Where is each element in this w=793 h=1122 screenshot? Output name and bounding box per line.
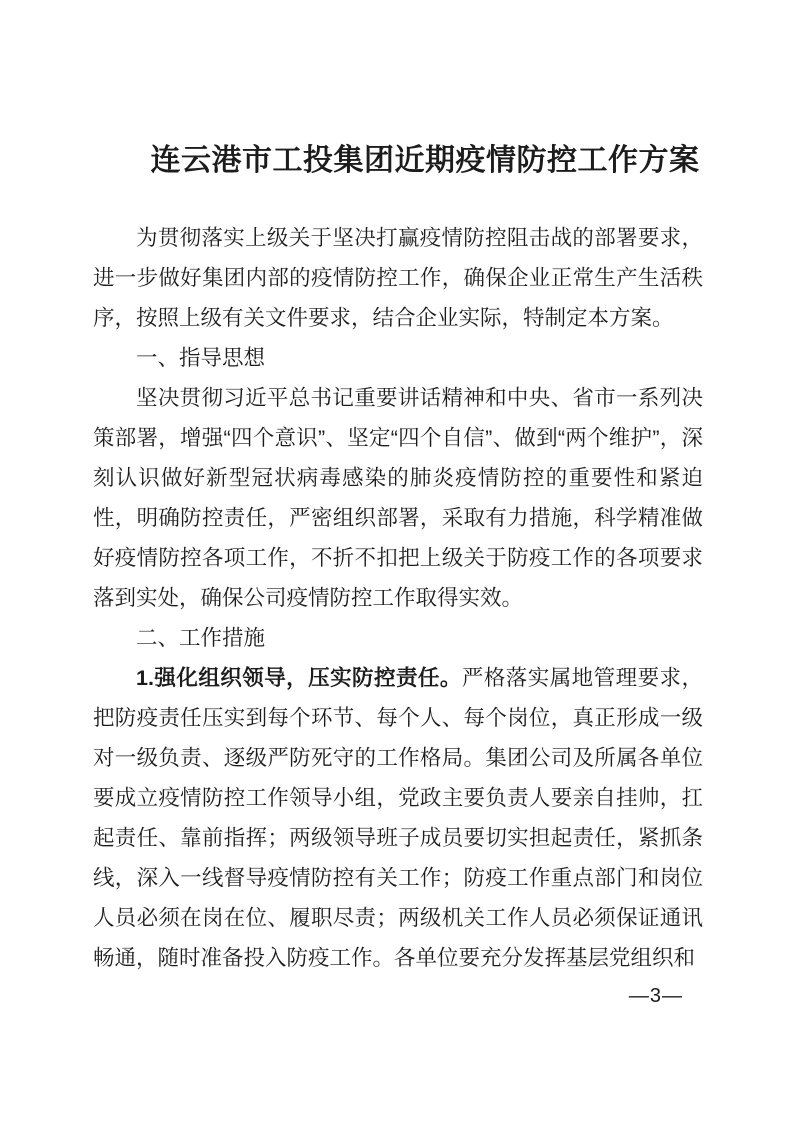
measure-1-body: 严格落实属地管理要求，把防疫责任压实到每个环节、每个人、每个岗位，真正形成一级对一级负责、逐级严防死守的工作格局。集团公司及所属各单位要成立疫情防控工作领导小组，党政主要负责人要亲自挂帅，扛起责任、靠前指挥；两级领导班子成员要切实担起责任，紧抓条线，深入一线督导疫情防控有关工作；防疫工作重点部门和岗位人员必须在岗在位、履职尽责；两级机关工作人员必须保证通讯畅通，随时准备投入防疫工作。各单位要充分发挥基层党组织和 — [93, 666, 703, 970]
guiding-thought-paragraph: 坚决贯彻习近平总书记重要讲话精神和中央、省市一系列决策部署，增强“四个意识”、坚定“四个自信”、做到“两个维护”，深刻认识做好新型冠状病毒感染的肺炎疫情防控的重要性和紧迫性，明确防控责任，严密组织部署，采取有力措施，科学精准做好疫情防控各项工作，不折不扣把上级关于防疫工作的各项要求落到实处，确保公司疫情防控工作取得实效。 — [93, 386, 703, 610]
page-number: —3— — [628, 985, 683, 1007]
measure-1-paragraph — [93, 658, 703, 978]
measure-1-lead: 1.强化组织领导，压实防控责任。 — [136, 666, 462, 690]
document-title: 连云港市工投集团近期疫情防控工作方案 — [150, 144, 700, 177]
section-heading-work-measures: 二、工作措施 — [136, 626, 266, 650]
section-heading-guiding-thought: 一、指导思想 — [136, 346, 266, 370]
document-body — [93, 218, 703, 978]
intro-paragraph: 为贯彻落实上级关于坚决打赢疫情防控阻击战的部署要求，进一步做好集团内部的疫情防控工作，确保企业正常生产生活秩序，按照上级有关文件要求，结合企业实际，特制定本方案。 — [93, 226, 703, 330]
